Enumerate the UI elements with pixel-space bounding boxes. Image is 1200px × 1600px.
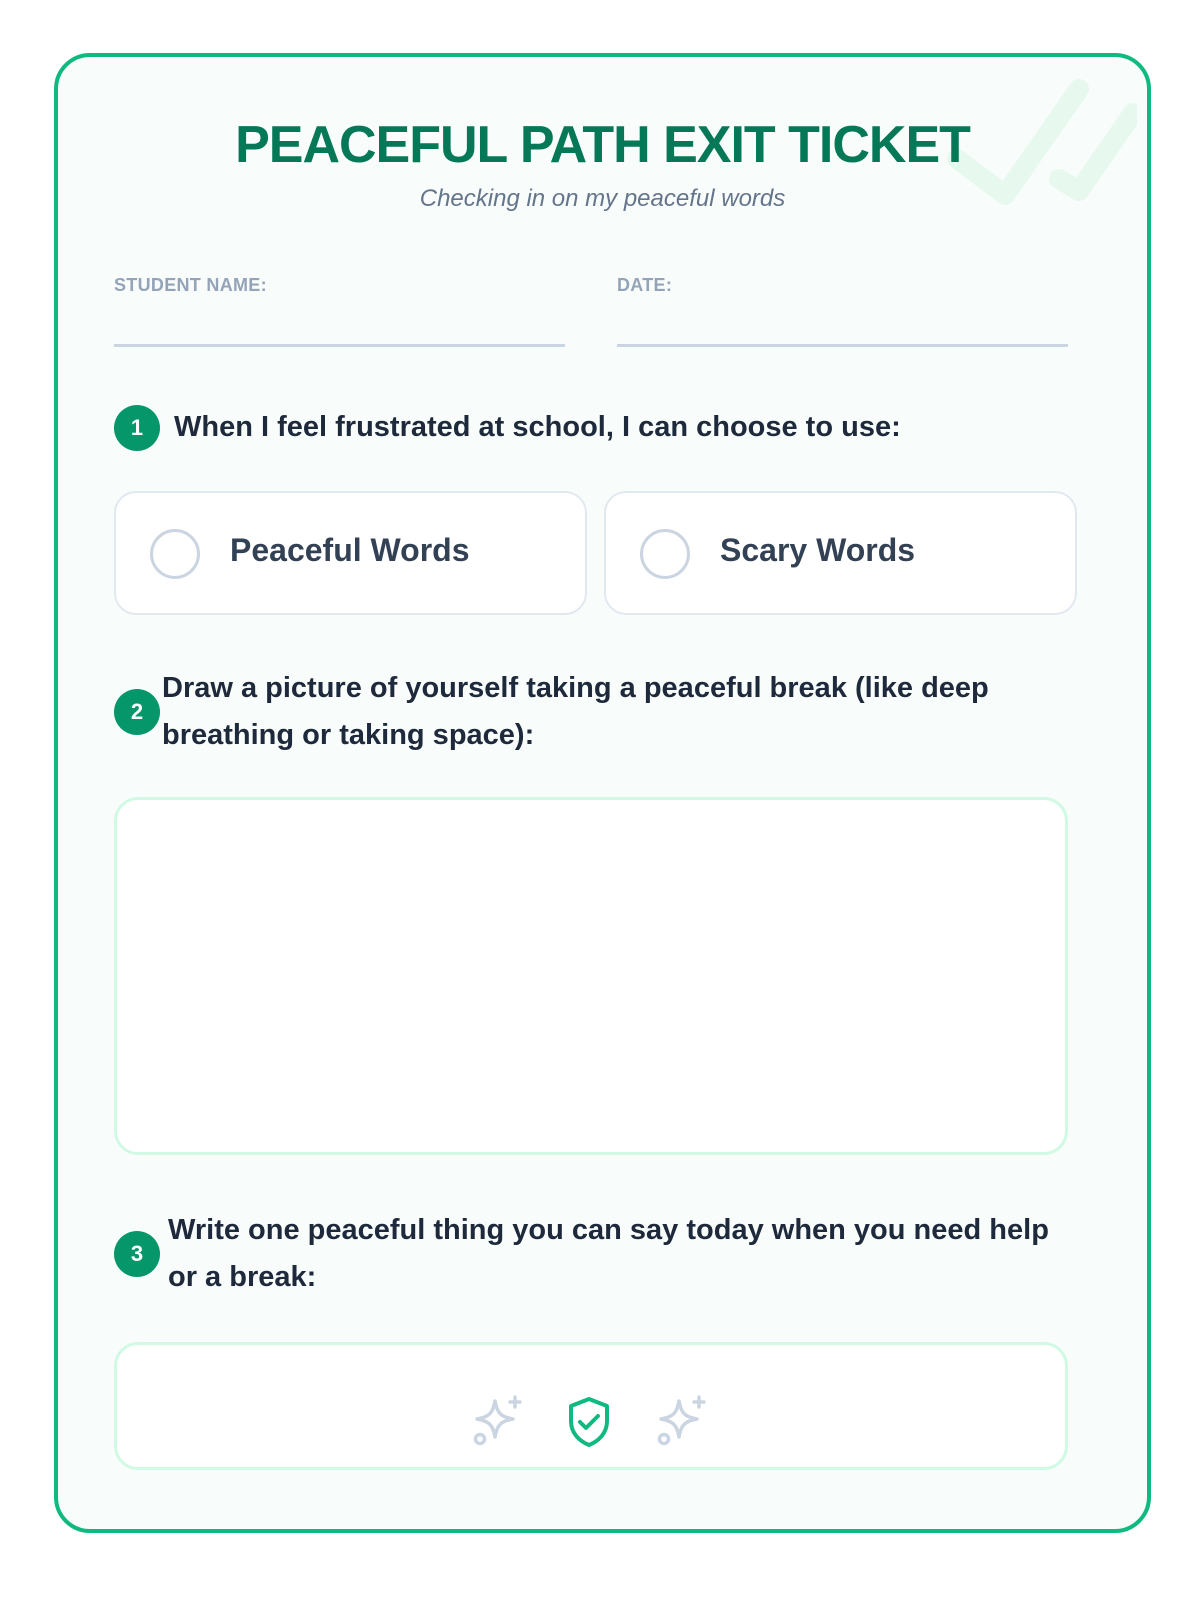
question-3-badge: 3	[114, 1231, 160, 1277]
option-peaceful-words[interactable]	[114, 491, 587, 615]
radio-scary-words[interactable]	[640, 529, 690, 579]
drawing-area[interactable]	[114, 797, 1068, 1155]
question-1-badge: 1	[114, 405, 160, 451]
question-2-text: Draw a picture of yourself taking a peaceful break (like deep breathing or taking space):	[162, 672, 989, 751]
page-subtitle: Checking in on my peaceful words	[419, 185, 786, 212]
question-3-text: Write one peaceful thing you can say today when you need help or a break:	[168, 1214, 1049, 1293]
student-name-label: STUDENT NAME:	[114, 275, 267, 295]
answer-writing-area[interactable]	[114, 1342, 1068, 1470]
option-scary-words[interactable]	[604, 491, 1077, 615]
question-2-badge: 2	[114, 689, 160, 735]
student-name-field[interactable]	[114, 344, 565, 347]
option-scary-words-label: Scary Words	[720, 532, 916, 568]
radio-peaceful-words[interactable]	[150, 529, 200, 579]
question-1-text: When I feel frustrated at school, I can choose to use:	[174, 411, 901, 443]
option-peaceful-words-label: Peaceful Words	[230, 532, 470, 568]
sparkle-icon	[655, 1393, 711, 1449]
date-field[interactable]	[617, 344, 1068, 347]
page-title: PEACEFUL PATH EXIT TICKET	[235, 116, 970, 174]
sparkle-icon	[471, 1393, 527, 1449]
shield-check-icon	[565, 1395, 613, 1449]
date-label: DATE:	[617, 275, 673, 295]
exit-ticket-card	[54, 53, 1151, 1533]
